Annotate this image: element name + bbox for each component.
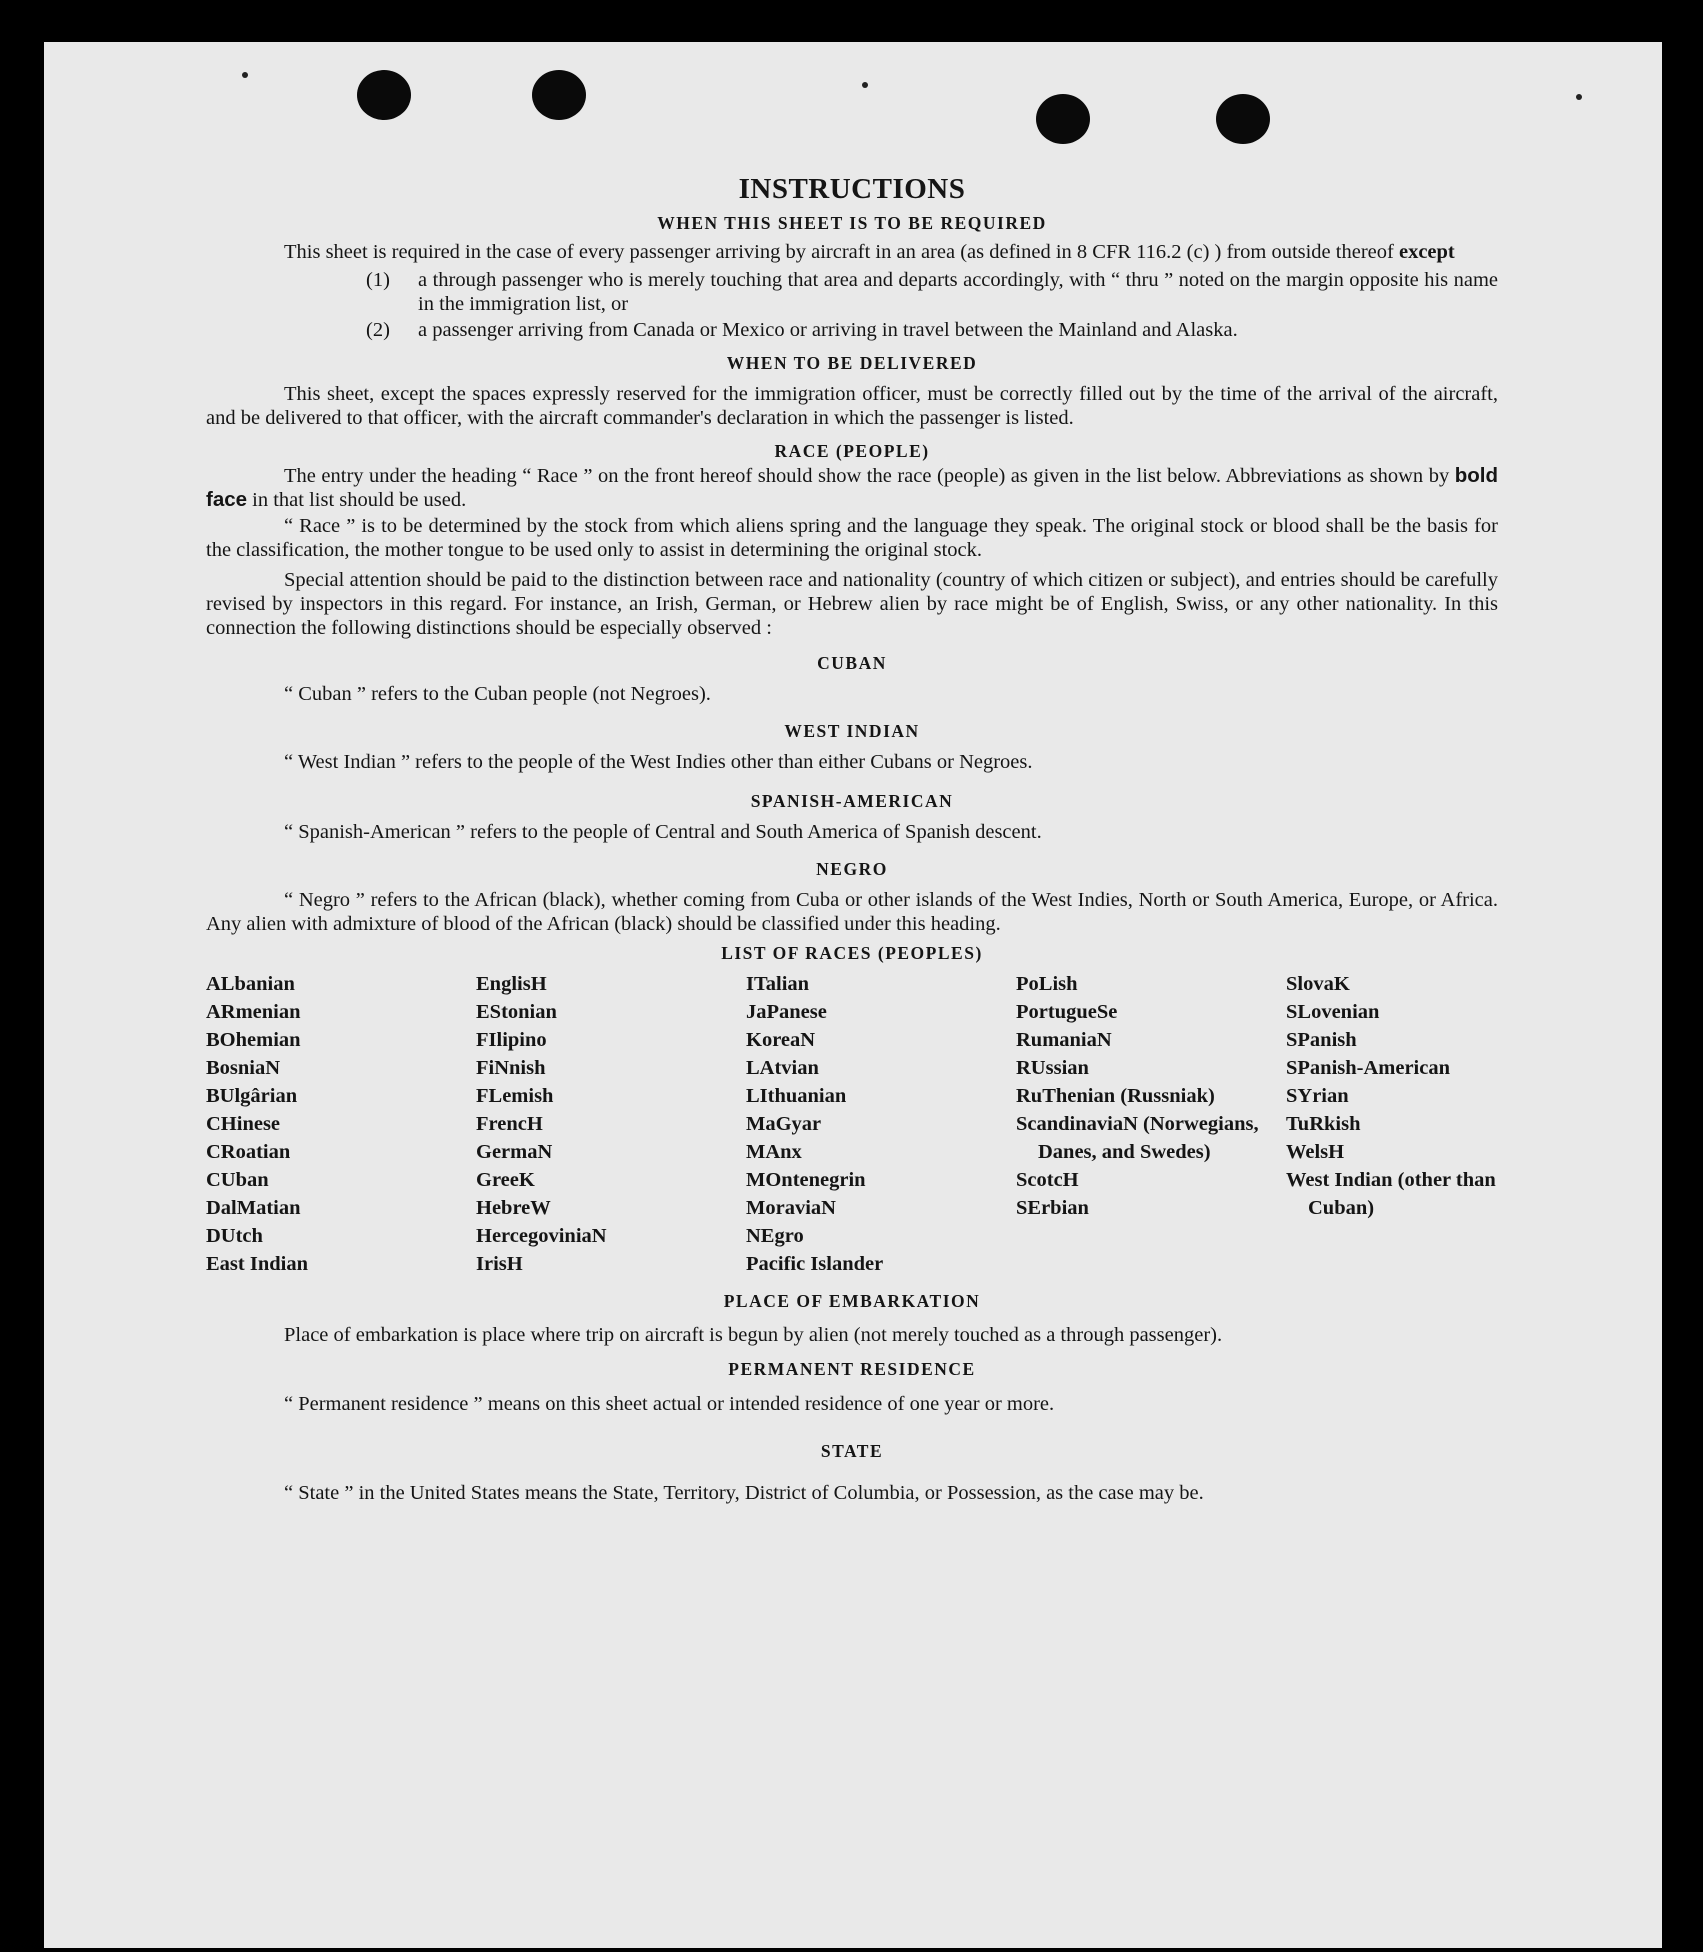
ink-speck (862, 82, 868, 88)
race-item: BosniaN (206, 1057, 281, 1079)
cuban-text: “ Cuban ” refers to the Cuban people (not Negroes). (284, 683, 711, 705)
race-item: HebreW (476, 1197, 551, 1219)
race-item: West Indian (other than Cuban) (1286, 1169, 1496, 1219)
race-item: IrisH (476, 1253, 523, 1275)
embarkation-text: Place of embarkation is place where trip on aircraft is begun by alien (not merely touched as a through passenger). (284, 1324, 1223, 1346)
delivered-text: This sheet, except the spaces expressly reserved for the immigration officer, must be correctly filled out by the time of the arrival of the aircraft, and be delivered to that officer, with the aircraft commander's declaration in which the passenger is listed. (206, 383, 1498, 429)
race-item: PoLish (1016, 973, 1078, 995)
races-list (206, 970, 1498, 1278)
race-item: DalMatian (206, 1197, 301, 1219)
section-heading-cuban: CUBAN (817, 653, 887, 673)
race-item: East Indian (206, 1253, 308, 1275)
race-item: ITalian (746, 973, 810, 995)
race-item: BOhemian (206, 1029, 301, 1051)
race-item: BUlgârian (206, 1085, 298, 1107)
races-column (1016, 970, 1286, 1278)
race-item: WelsH (1286, 1141, 1345, 1163)
race-item: RUssian (1016, 1057, 1089, 1079)
race-item: HercegoviniaN (476, 1225, 607, 1247)
races-column (476, 970, 746, 1278)
spanish-american-text: “ Spanish-American ” refers to the people of Central and South America of Spanish descent. (284, 821, 1042, 843)
exception-item: (2) a passenger arriving from Canada or Mexico or arriving in travel between the Mainland and Alaska. (366, 319, 1238, 341)
race-item: MaGyar (746, 1113, 822, 1135)
section-heading-race: RACE (PEOPLE) (774, 441, 930, 461)
race-item: ScotcH (1016, 1169, 1079, 1191)
section-heading-state: STATE (820, 1441, 884, 1461)
race-item: RuThenian (Russniak) (1016, 1085, 1215, 1107)
punch-hole (1216, 94, 1270, 144)
race-item: LIthuanian (746, 1085, 847, 1107)
race-item: CUban (206, 1169, 269, 1191)
race-item: DUtch (206, 1225, 263, 1247)
race-item: LAtvian (746, 1057, 819, 1079)
section-heading-delivered: WHEN TO BE DELIVERED (726, 353, 978, 373)
race-paragraph: “ Race ” is to be determined by the stock from which aliens spring and the language they speak. The original stock or blood shall be the basis for the classification, the mother tongue to be used only to assist in determining the original stock. (206, 515, 1498, 561)
negro-text: “ Negro ” refers to the African (black), whether coming from Cuba or other islands of the West Indies, North or South America, Europe, or Africa. Any alien with admixture of blood of the African (black) should be classified under this heading. (206, 889, 1498, 935)
race-item: SYrian (1286, 1085, 1349, 1107)
race-item: FiNnish (476, 1057, 546, 1079)
race-item: MOntenegrin (746, 1169, 866, 1191)
race-item: SlovaK (1286, 973, 1350, 995)
race-item: SErbian (1016, 1197, 1089, 1219)
required-intro: This sheet is required in the case of every passenger arriving by aircraft in an area (as defined in 8 CFR 116.2 (c) ) from outside thereof except (284, 241, 1455, 263)
race-item: TuRkish (1286, 1113, 1361, 1135)
race-item: CHinese (206, 1113, 281, 1135)
race-item: MAnx (746, 1141, 802, 1163)
race-item: PortugueSe (1016, 1001, 1118, 1023)
west-indian-text: “ West Indian ” refers to the people of the West Indies other than either Cubans or Negroes. (284, 751, 1033, 773)
exception-item: (1) a through passenger who is merely touching that area and departs accordingly, with “ thru ” noted on the margin opposite his name in the immigration list, or (366, 269, 1498, 315)
race-item: KoreaN (746, 1029, 816, 1051)
race-item: CRoatian (206, 1141, 291, 1163)
race-item: JaPanese (746, 1001, 827, 1023)
document-page (44, 42, 1662, 1948)
race-item: MoraviaN (746, 1197, 836, 1219)
race-item: FLemish (476, 1085, 554, 1107)
punch-hole (1036, 94, 1090, 144)
race-item: RumaniaN (1016, 1029, 1112, 1051)
section-heading-list-of-races: LIST OF RACES (PEOPLES) (721, 943, 983, 963)
race-item: EStonian (476, 1001, 557, 1023)
race-item: ScandinaviaN (Norwegians, Danes, and Swedes) (1016, 1113, 1259, 1163)
ink-speck (242, 72, 248, 78)
race-item: SPanish (1286, 1029, 1357, 1051)
race-item: GreeK (476, 1169, 535, 1191)
section-heading-west-indian: WEST INDIAN (784, 721, 920, 741)
state-text: “ State ” in the United States means the State, Territory, District of Columbia, or Possession, as the case may be. (284, 1482, 1204, 1504)
races-column (206, 970, 476, 1278)
races-column (746, 970, 1016, 1278)
race-item: FrencH (476, 1113, 543, 1135)
race-item: NEgro (746, 1225, 804, 1247)
race-item: Pacific Islander (746, 1253, 884, 1275)
race-item: ALbanian (206, 973, 295, 995)
instructions-body (206, 172, 1498, 1508)
race-paragraph: Special attention should be paid to the distinction between race and nationality (country of which citizen or subject), and entries should be carefully revised by inspectors in this regard. For instance, an Irish, German, or Hebrew alien by race might be of English, Swiss, or any other nationality. In this connection the following distinctions should be especially observed : (206, 569, 1498, 639)
race-paragraph: The entry under the heading “ Race ” on the front hereof should show the race (people) as given in the list below. Abbreviations as shown by bold face in that list should be used. (206, 464, 1498, 511)
race-item: EnglisH (476, 973, 547, 995)
race-item: GermaN (476, 1141, 553, 1163)
race-item: ARmenian (206, 1001, 301, 1023)
race-item: SPanish-American (1286, 1057, 1450, 1079)
permanent-residence-text: “ Permanent residence ” means on this sheet actual or intended residence of one year or more. (284, 1393, 1055, 1415)
races-column (1286, 970, 1498, 1278)
punch-hole (357, 70, 411, 120)
race-item: SLovenian (1286, 1001, 1380, 1023)
punch-hole (532, 70, 586, 120)
ink-speck (1576, 94, 1582, 100)
page-title: INSTRUCTIONS (738, 173, 966, 205)
section-heading-negro: NEGRO (816, 859, 888, 879)
race-item: FIlipino (476, 1029, 547, 1051)
section-heading-spanish-american: SPANISH-AMERICAN (750, 791, 954, 811)
section-heading-required: WHEN THIS SHEET IS TO BE REQUIRED (657, 213, 1047, 233)
section-heading-permanent-residence: PERMANENT RESIDENCE (728, 1359, 976, 1379)
section-heading-embarkation: PLACE OF EMBARKATION (723, 1291, 981, 1311)
